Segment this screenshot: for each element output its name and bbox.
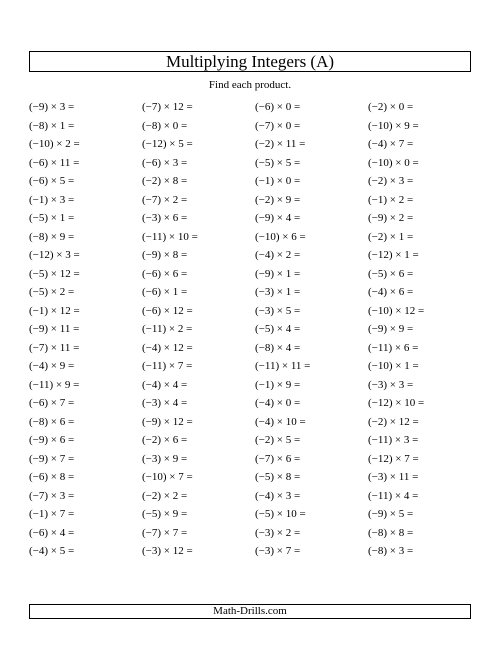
problem-item: (−1) × 9 = <box>255 378 301 391</box>
problem-item: (−9) × 12 = <box>142 415 193 428</box>
problem-item: (−6) × 12 = <box>142 304 193 317</box>
problem-item: (−11) × 4 = <box>368 489 419 502</box>
problem-item: (−3) × 1 = <box>255 286 301 298</box>
problem-item: (−5) × 9 = <box>142 508 188 520</box>
problem-item: (−6) × 3 = <box>142 156 188 169</box>
worksheet-title-box <box>29 51 471 72</box>
problem-item: (−7) × 6 = <box>255 452 301 465</box>
problem-item: (−11) × 10 = <box>142 230 198 243</box>
problem-item: (−11) × 7 = <box>142 360 193 372</box>
problem-item: (−5) × 4 = <box>255 323 301 335</box>
problem-item: (−10) × 7 = <box>142 471 193 483</box>
problem-item: (−2) × 0 = <box>368 101 414 113</box>
problem-item: (−5) × 8 = <box>255 471 301 483</box>
problem-item: (−9) × 2 = <box>368 212 414 224</box>
problem-item: (−9) × 3 = <box>29 101 75 113</box>
problem-item: (−1) × 2 = <box>368 193 414 206</box>
problem-item: (−9) × 9 = <box>368 323 414 335</box>
problem-item: (−2) × 3 = <box>368 175 414 187</box>
problem-item: (−2) × 6 = <box>142 434 188 446</box>
problem-item: (−9) × 5 = <box>368 508 414 520</box>
problem-item: (−7) × 0 = <box>255 119 301 132</box>
problem-item: (−10) × 0 = <box>368 156 419 169</box>
problem-item: (−4) × 7 = <box>368 138 414 150</box>
problem-item: (−7) × 12 = <box>142 101 193 113</box>
problem-item: (−7) × 3 = <box>29 489 75 502</box>
problem-item: (−5) × 10 = <box>255 508 306 520</box>
problem-grid <box>29 98 471 561</box>
problem-item: (−8) × 0 = <box>142 119 188 132</box>
problem-item: (−7) × 11 = <box>29 341 80 354</box>
problem-item: (−3) × 3 = <box>368 378 414 391</box>
problem-item: (−5) × 5 = <box>255 156 301 169</box>
footer-box <box>29 604 471 619</box>
worksheet-instructions: Find each product. <box>208 79 292 91</box>
problem-item: (−8) × 9 = <box>29 230 75 243</box>
problem-item: (−4) × 4 = <box>142 378 188 391</box>
problem-item: (−4) × 3 = <box>255 489 301 502</box>
problem-item: (−12) × 10 = <box>368 397 425 409</box>
problem-item: (−3) × 6 = <box>142 212 188 224</box>
problem-item: (−2) × 5 = <box>255 434 301 446</box>
problem-item: (−4) × 9 = <box>29 360 75 372</box>
problem-item: (−9) × 8 = <box>142 249 188 261</box>
problem-item: (−11) × 2 = <box>142 323 193 335</box>
problem-item: (−3) × 9 = <box>142 452 188 465</box>
problem-item: (−7) × 2 = <box>142 193 188 206</box>
problem-item: (−3) × 11 = <box>368 471 419 483</box>
problem-item: (−8) × 6 = <box>29 415 75 428</box>
problem-item: (−8) × 8 = <box>368 526 414 539</box>
problem-item: (−6) × 6 = <box>142 267 188 280</box>
problem-item: (−5) × 1 = <box>29 212 75 224</box>
problem-item: (−6) × 5 = <box>29 175 75 187</box>
problem-item: (−9) × 1 = <box>255 267 301 280</box>
problem-item: (−10) × 1 = <box>368 360 419 372</box>
problem-item: (−4) × 5 = <box>29 545 75 557</box>
problem-item: (−9) × 7 = <box>29 452 75 465</box>
problem-item: (−1) × 7 = <box>29 508 75 520</box>
problem-item: (−10) × 2 = <box>29 138 80 150</box>
problem-item: (−2) × 11 = <box>255 138 306 150</box>
problem-item: (−10) × 12 = <box>368 304 425 317</box>
problem-item: (−7) × 7 = <box>142 526 188 539</box>
problem-item: (−11) × 6 = <box>368 341 419 354</box>
problem-item: (−5) × 2 = <box>29 286 75 298</box>
problem-item: (−11) × 11 = <box>255 360 311 372</box>
problem-item: (−9) × 4 = <box>255 212 301 224</box>
problem-item: (−3) × 2 = <box>255 526 301 539</box>
problem-item: (−3) × 4 = <box>142 397 188 409</box>
problem-item: (−3) × 7 = <box>255 545 301 557</box>
problem-item: (−2) × 2 = <box>142 489 188 502</box>
problem-item: (−6) × 11 = <box>29 156 80 169</box>
problem-item: (−9) × 11 = <box>29 323 80 335</box>
problem-item: (−6) × 8 = <box>29 471 75 483</box>
problem-item: (−6) × 0 = <box>255 101 301 113</box>
footer-text: Math-Drills.com <box>213 605 287 617</box>
worksheet-title: Multiplying Integers (A) <box>165 52 335 71</box>
problem-item: (−4) × 2 = <box>255 249 301 261</box>
problem-item: (−1) × 0 = <box>255 175 301 187</box>
problem-item: (−6) × 7 = <box>29 397 75 409</box>
problem-item: (−2) × 9 = <box>255 193 301 206</box>
problem-item: (−10) × 6 = <box>255 230 306 243</box>
problem-item: (−2) × 8 = <box>142 175 188 187</box>
problem-item: (−4) × 0 = <box>255 397 301 409</box>
problem-item: (−8) × 3 = <box>368 545 414 557</box>
problem-item: (−9) × 6 = <box>29 434 75 446</box>
problem-item: (−8) × 4 = <box>255 341 301 354</box>
problem-item: (−12) × 7 = <box>368 452 419 465</box>
problem-item: (−5) × 12 = <box>29 267 80 280</box>
problem-item: (−5) × 6 = <box>368 267 414 280</box>
problem-item: (−4) × 12 = <box>142 341 193 354</box>
problem-item: (−1) × 3 = <box>29 193 75 206</box>
problem-item: (−11) × 3 = <box>368 434 419 446</box>
problem-item: (−2) × 1 = <box>368 230 414 243</box>
problem-item: (−8) × 1 = <box>29 119 75 132</box>
problem-item: (−12) × 1 = <box>368 249 419 261</box>
problem-item: (−4) × 10 = <box>255 415 306 428</box>
problem-item: (−11) × 9 = <box>29 378 80 391</box>
problem-item: (−6) × 1 = <box>142 286 188 298</box>
problem-item: (−12) × 5 = <box>142 138 193 150</box>
problem-item: (−10) × 9 = <box>368 119 419 132</box>
problem-item: (−3) × 12 = <box>142 545 193 557</box>
problem-item: (−6) × 4 = <box>29 526 75 539</box>
problem-item: (−4) × 6 = <box>368 286 414 298</box>
problem-item: (−12) × 3 = <box>29 249 80 261</box>
problem-item: (−2) × 12 = <box>368 415 419 428</box>
problem-item: (−1) × 12 = <box>29 304 80 317</box>
problem-item: (−3) × 5 = <box>255 304 301 317</box>
